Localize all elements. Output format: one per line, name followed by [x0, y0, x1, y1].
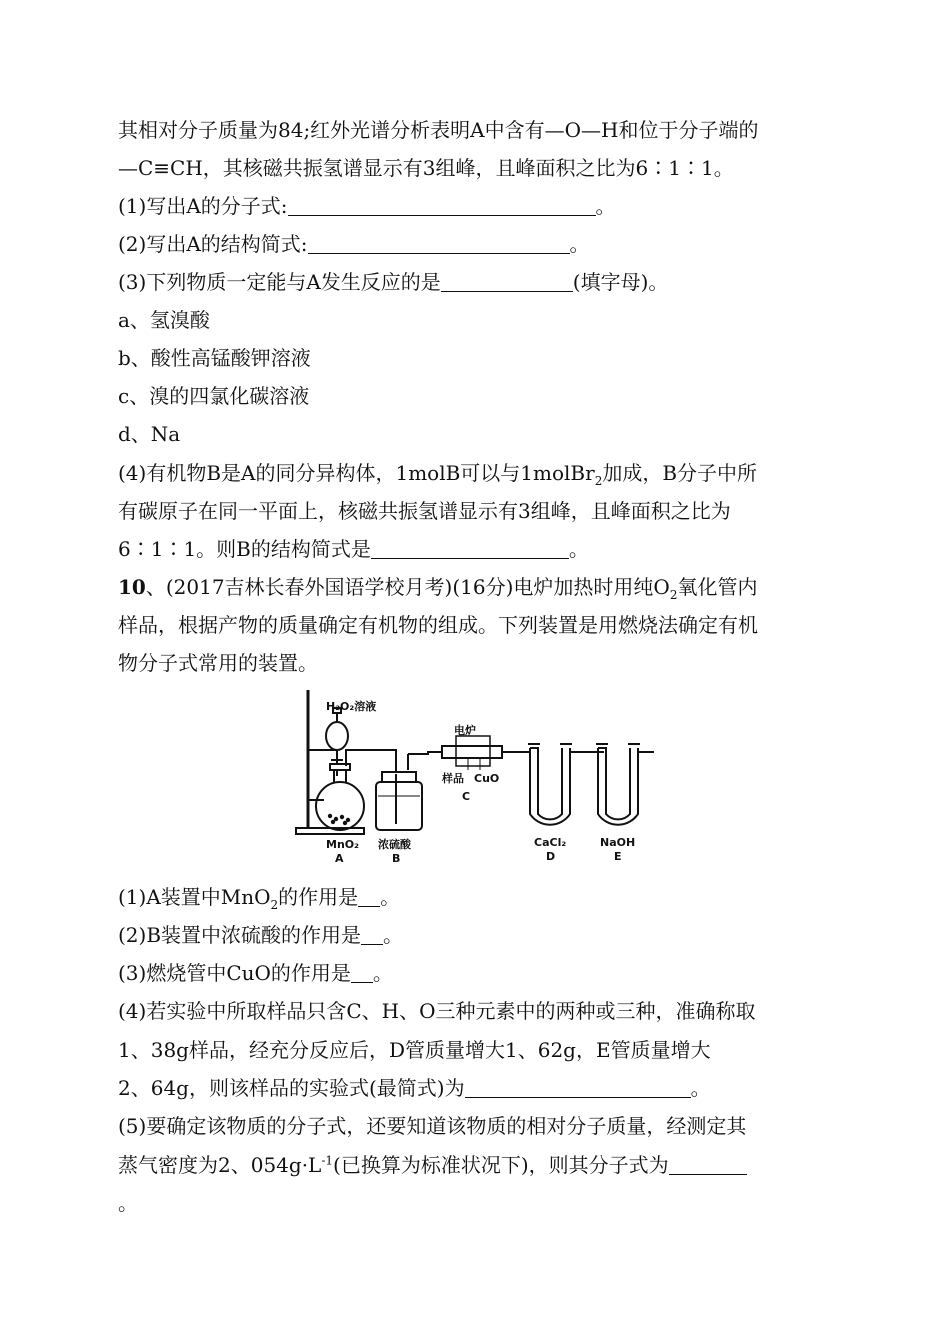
q9-part4-text-a: (4)有机物B是A的同分异构体，1molB可以与1molBr [118, 461, 595, 485]
q10-part4-line2: 1、38g样品，经充分反应后，D管质量增大1、62g，E管质量增大 [118, 1038, 711, 1062]
q9-part4-end: 。 [568, 537, 589, 561]
q10-part4-line3 [118, 1076, 711, 1100]
q10-part1-end: 。 [380, 885, 401, 909]
apparatus-figure [288, 686, 660, 862]
q9-part4-line2: 有碳原子在同一平面上，核磁共振氢谱显示有3组峰，且峰面积之比为 [118, 499, 731, 523]
q9-part2-end: 。 [569, 232, 590, 256]
label-cuo: CuO [474, 772, 500, 785]
label-cacl2: CaCl₂ [534, 836, 567, 849]
q10-part2 [118, 923, 403, 947]
q10-part1-text-b: 的作用是 [278, 885, 359, 909]
answer-blank[interactable] [288, 195, 596, 216]
u-tube-e [598, 748, 638, 825]
question-number: 10 [118, 575, 146, 599]
q10-part5-line1: (5)要确定该物质的分子式，还要知道该物质的相对分子质量，经测定其 [118, 1114, 747, 1138]
q9-part3 [118, 270, 668, 294]
subscript: 2 [270, 898, 279, 912]
option-c: c、溴的四氯化碳溶液 [118, 384, 310, 408]
answer-blank[interactable] [351, 962, 373, 983]
q10-part1-text-a: (1)A装置中MnO [118, 885, 271, 909]
separatory-funnel [326, 722, 348, 750]
q10-part4-text: 2、64g，则该样品的实验式(最简式)为 [118, 1076, 465, 1100]
label-furnace: 电炉 [454, 724, 476, 737]
answer-blank[interactable] [358, 886, 380, 907]
q10-part5-text-a: 蒸气密度为2、054g·L [118, 1153, 322, 1177]
subscript: 2 [594, 474, 603, 488]
q10-part1 [118, 885, 401, 912]
q10-part2-end: 。 [383, 923, 404, 947]
intro-line-1: 其相对分子质量为84;红外光谱分析表明A中含有—O—H和位于分子端的 [118, 118, 759, 142]
q9-part1-end: 。 [595, 194, 616, 218]
q9-part3-text: (3)下列物质一定能与A发生反应的是 [118, 270, 441, 294]
bottle-b [376, 782, 422, 830]
q10-part4-end: 。 [690, 1076, 711, 1100]
q10-part3-end: 。 [372, 961, 393, 985]
option-b: b、酸性高锰酸钾溶液 [118, 346, 311, 370]
q9-part2 [118, 232, 590, 256]
q10-part5-line2 [118, 1153, 747, 1177]
q10-text-b: 氧化管内 [677, 575, 758, 599]
q10-part5-text-b: (已换算为标准状况下)，则其分子式为 [333, 1153, 669, 1177]
option-d: d、Na [118, 422, 181, 446]
u-tube-d [530, 748, 570, 825]
option-a: a、氢溴酸 [118, 308, 210, 332]
combustion-tube-c [442, 746, 502, 758]
mno2-particles [328, 814, 350, 825]
q10-line3: 物分子式常用的装置。 [118, 651, 318, 675]
label-h2o2: H₂O₂溶液 [326, 700, 377, 713]
answer-blank[interactable] [308, 233, 570, 254]
label-b: B [392, 852, 401, 862]
q10-part3-text: (3)燃烧管中CuO的作用是 [118, 961, 351, 985]
flask-a [316, 782, 364, 830]
label-h2so4: 浓硫酸 [378, 838, 411, 851]
furnace [456, 736, 490, 766]
q9-part2-text: (2)写出A的结构简式: [118, 232, 308, 256]
q9-part4-text: 6∶1∶1。则B的结构简式是 [118, 537, 371, 561]
q9-part4-line3 [118, 537, 589, 561]
label-mno2: MnO₂ [326, 838, 359, 851]
answer-blank[interactable] [371, 538, 569, 559]
subscript: 2 [669, 588, 678, 602]
superscript: -1 [321, 1153, 334, 1168]
label-sample: 样品 [442, 772, 464, 785]
label-naoh: NaOH [600, 836, 636, 849]
label-d: D [546, 850, 556, 862]
answer-blank[interactable] [669, 1154, 747, 1175]
q10-part3 [118, 961, 393, 985]
q9-part1 [118, 194, 616, 218]
q10-part2-text: (2)B装置中浓硫酸的作用是 [118, 923, 362, 947]
label-c: C [462, 790, 471, 803]
q9-part4-line1 [118, 461, 758, 488]
q10-line1 [118, 575, 758, 602]
label-a: A [335, 852, 344, 862]
answer-blank[interactable] [441, 271, 573, 292]
answer-blank[interactable] [361, 924, 383, 945]
q10-text-a: 、(2017吉林长春外国语学校月考)(16分)电炉加热时用纯O [145, 575, 670, 599]
q10-line2: 样品，根据产物的质量确定有机物的组成。下列装置是用燃烧法确定有机 [118, 613, 758, 637]
q9-part4-text-b: 加成，B分子中所 [602, 461, 758, 485]
q9-part3-end: (填字母)。 [572, 270, 669, 294]
q9-part1-text: (1)写出A的分子式: [118, 194, 288, 218]
tube-a-b [346, 750, 396, 774]
q10-part4-line1: (4)若实验中所取样品只含C、H、O三种元素中的两种或三种，准确称取 [118, 999, 756, 1023]
intro-line-2: —C≡CH，其核磁共振氢谱显示有3组峰，且峰面积之比为6∶1∶1。 [118, 156, 734, 180]
q10-part5-line3: 。 [118, 1191, 138, 1215]
answer-blank[interactable] [465, 1077, 691, 1098]
label-e: E [614, 850, 622, 862]
